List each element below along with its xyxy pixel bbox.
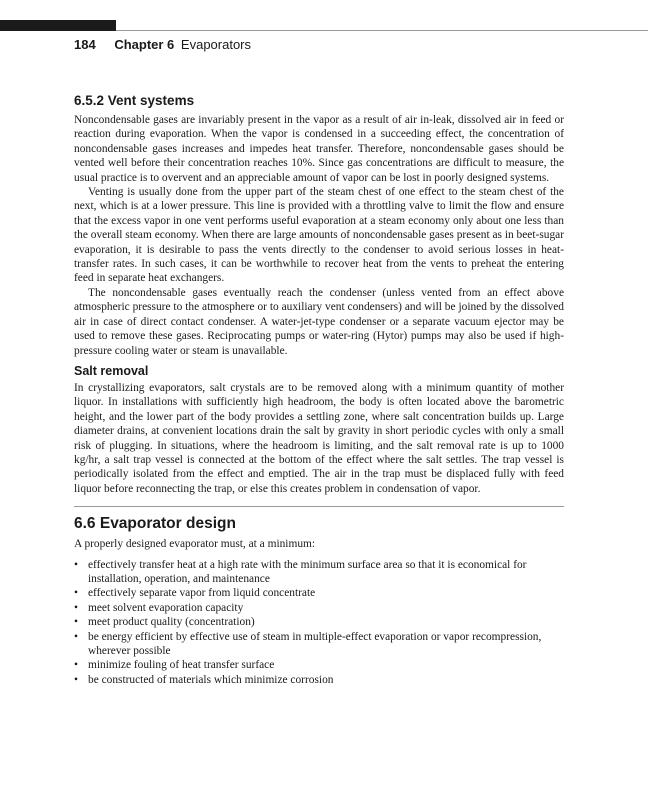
paragraph: Venting is usually done from the upper part of the steam chest of one effect to the steam chest of the next, which is at a lower pressure. This line is provided with a throttling valve to limit the flow and ensure that the excess vapor in one vent performs useful evaporation at a steam economy only about one less than the overall steam economy. When there are large amounts of noncondensable gases present as in beet-sugar evaporation, it is desirable to pass the vents directly to the condenser to avoid serious losses in heat-transfer rates. In such cases, it can be worthwhile to recover heat from the vents to preheat the entering feed in separate heat exchangers.: [74, 186, 564, 285]
paragraph: In crystallizing evaporators, salt crystals are to be removed along with a minimum quantity of mother liquor. In installations with sufficiently high headroom, the body is often located above the barometric height, and the lower part of the body provides a settling zone, where salt concentration builds up. Large diameter drains, at convenient locations drain the salt by gravity in short periodic cycles with only a small risk of plugging. In situations, where the headroom is limiting, and the salt removal rate is up to 1000 kg/hr, a salt trap vessel is connected at the bottom of the effect where the salt settles. The trap vessel is periodically isolated from the effect and emptied. The air in the trap must be displaced fully with feed liquor before reconnecting the trap, or else this creates problem in condensation of vapor.: [74, 381, 564, 495]
paragraph: Noncondensable gases are invariably present in the vapor as a result of air in-leak, dissolved air in feed or reaction during evaporation. When the vapor is condensed in a succeeding effect, the concentration of noncondensable gases increases and impedes heat transfer. Therefore, noncondensable gases should be vented well before their concentration reaches 10%. Since gas concentrations are difficult to measure, the usual practice is to overvent and an appreciable amount of vapor can be lost in poorly designed systems.: [74, 114, 564, 184]
list-item: • be constructed of materials which minimize corrosion: [74, 673, 334, 686]
list-item: • minimize fouling of heat transfer surface: [74, 659, 275, 672]
header-black-bar: [0, 20, 116, 31]
bullet: •: [74, 558, 78, 571]
bullet: •: [74, 673, 78, 686]
chapter-title: Evaporators: [180, 37, 252, 52]
list-item: • meet product quality (concentration): [74, 616, 255, 629]
subheading-salt-removal: Salt removal: [74, 363, 149, 378]
section-heading-vent-systems: 6.5.2 Vent systems: [74, 93, 195, 108]
header-rule: [116, 30, 648, 31]
page-body: [74, 92, 564, 687]
list-item: • effectively transfer heat at a high rate with the minimum surface area so that it is economical for installation, operation, and maintenance: [74, 558, 527, 585]
requirements-list: [74, 558, 564, 688]
section-heading-evaporator-design: 6.6 Evaporator design: [74, 515, 236, 533]
bullet: •: [74, 630, 78, 643]
chapter-label: Chapter 6: [114, 37, 175, 52]
paragraph: The noncondensable gases eventually reach the condenser (unless vented from an effect above atmospheric pressure to the atmosphere or to auxiliary vent condensers) and will be joined by the dissolved air in case of direct contact condenser. A water-jet-type condenser or a separate vacuum ejector may be used to remove these gases. Reciprocating pumps or water-ring (Hytor) pumps may also be used if high-pressure cooling water or steam is unavailable.: [74, 286, 564, 357]
bullet: •: [74, 659, 78, 672]
bullet: •: [74, 587, 78, 600]
list-item: • effectively separate vapor from liquid concentrate: [74, 587, 316, 600]
list-item: • meet solvent evaporation capacity: [74, 601, 244, 614]
bullet: •: [74, 601, 78, 614]
page-number: 184: [74, 37, 96, 52]
list-item: • be energy efficient by effective use of steam in multiple-effect evaporation or vapor recompression, wherever possible: [74, 630, 542, 657]
section-divider: [74, 506, 564, 507]
intro-text: A properly designed evaporator must, at a minimum:: [74, 538, 316, 551]
bullet: •: [74, 616, 78, 629]
running-header: [74, 37, 251, 52]
